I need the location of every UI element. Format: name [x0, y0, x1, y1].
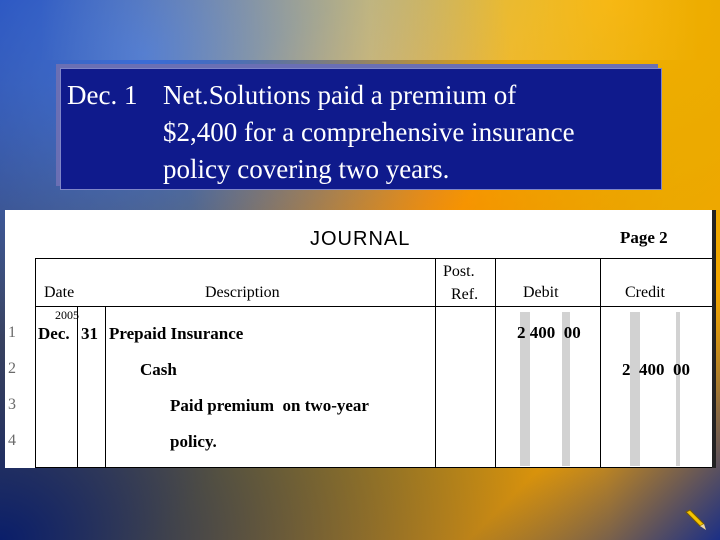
header-top-line: [35, 258, 712, 259]
col-line-credit: [600, 258, 601, 468]
page-number: Page 2: [620, 228, 668, 247]
row-debit: 2 400 00: [517, 323, 581, 342]
col-line-debit: [495, 258, 496, 468]
row-number: 1: [8, 324, 16, 341]
row-number: 3: [8, 396, 16, 413]
journal-title: JOURNAL: [310, 228, 411, 250]
transaction-date: Dec. 1: [67, 80, 138, 110]
header-debit: Debit: [523, 284, 559, 301]
header-bottom-line: [35, 306, 712, 307]
row-description: policy.: [170, 432, 217, 451]
row-description: Prepaid Insurance: [109, 324, 244, 343]
row-date-day: 31: [81, 324, 98, 343]
row-number: 4: [8, 432, 16, 449]
header-date: Date: [44, 284, 75, 301]
header-post-ref-2: Ref.: [451, 286, 479, 303]
journal-form: [5, 210, 716, 468]
transaction-text: [163, 77, 661, 188]
row-date-month: Dec.: [38, 324, 70, 343]
pencil-icon: [682, 506, 708, 532]
background-glow: [40, 0, 700, 60]
header-post-ref-1: Post.: [443, 263, 475, 280]
col-line-month: [77, 306, 78, 468]
row-description: Cash: [140, 360, 177, 379]
credit-cents-cell: [640, 312, 676, 466]
transaction-banner: [60, 68, 662, 190]
col-line-postref: [435, 258, 436, 468]
row-description: Paid premium on two-year: [170, 396, 369, 415]
row-number: 2: [8, 360, 16, 377]
col-line-left: [35, 258, 36, 468]
header-description: Description: [205, 284, 280, 301]
year-label: 2005: [55, 308, 79, 322]
header-credit: Credit: [625, 284, 665, 301]
transaction-line-3: policy covering two years.: [163, 154, 450, 184]
row-credit: 2 400 00: [622, 360, 690, 379]
transaction-line-2: $2,400 for a comprehensive insurance: [163, 117, 575, 147]
transaction-line-1: Net.Solutions paid a premium of: [163, 80, 517, 110]
table-bottom-line: [35, 467, 712, 468]
col-line-day: [105, 306, 106, 468]
